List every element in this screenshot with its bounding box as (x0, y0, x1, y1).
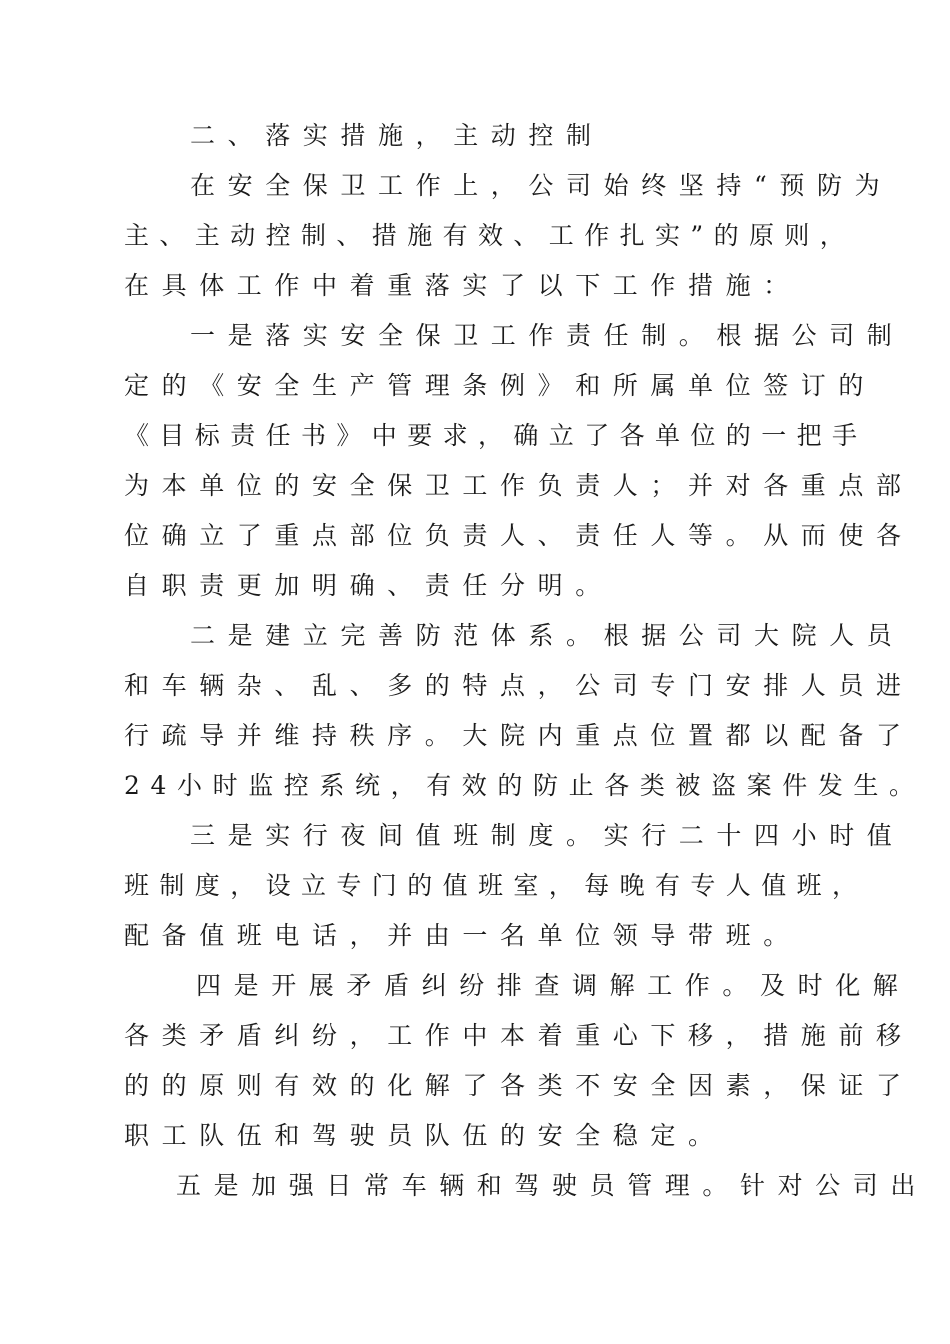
paragraph-line: 位确立了重点部位负责人、责任人等。从而使各 (124, 521, 914, 550)
paragraph-line: 五是加强日常车辆和驾驶员管理。针对公司出 (176, 1171, 929, 1200)
paragraph-line: 四是开展矛盾纠纷排查调解工作。及时化解 (196, 971, 911, 1000)
paragraph-line: 三是实行夜间值班制度。实行二十四小时值 (190, 821, 905, 850)
paragraph-line: 在安全保卫工作上，公司始终坚持“预防为 (190, 171, 893, 200)
paragraph-line: 的的原则有效的化解了各类不安全因素，保证了 (124, 1071, 914, 1100)
paragraph-line: 在具体工作中着重落实了以下工作措施： (124, 271, 801, 300)
paragraph-line: 《目标责任书》中要求，确立了各单位的一把手 (124, 421, 868, 450)
paragraph-line: 主、主动控制、措施有效、工作扎实”的原则， (124, 221, 856, 250)
paragraph-line: 定的《安全生产管理条例》和所属单位签订的 (124, 371, 877, 400)
paragraph-line: 各类矛盾纠纷，工作中本着重心下移，措施前移 (124, 1021, 914, 1050)
paragraph-line: 24小时监控系统，有效的防止各类被盗案件发生。 (124, 771, 925, 800)
paragraph-line: 二是建立完善防范体系。根据公司大院人员 (190, 621, 905, 650)
paragraph-line: 一是落实安全保卫工作责任制。根据公司制 (190, 321, 905, 350)
paragraph-line: 职工队伍和驾驶员队伍的安全稳定。 (124, 1121, 726, 1150)
paragraph-line: 班制度，设立专门的值班室，每晚有专人值班， (124, 871, 868, 900)
section-heading: 二、落实措施，主动控制 (190, 121, 604, 150)
paragraph-line: 为本单位的安全保卫工作负责人；并对各重点部 (124, 471, 914, 500)
paragraph-line: 配备值班电话，并由一名单位领导带班。 (124, 921, 801, 950)
paragraph-line: 和车辆杂、乱、多的特点，公司专门安排人员进 (124, 671, 914, 700)
paragraph-line: 自职责更加明确、责任分明。 (124, 571, 613, 600)
paragraph-line: 行疏导并维持秩序。大院内重点位置都以配备了 (124, 721, 914, 750)
